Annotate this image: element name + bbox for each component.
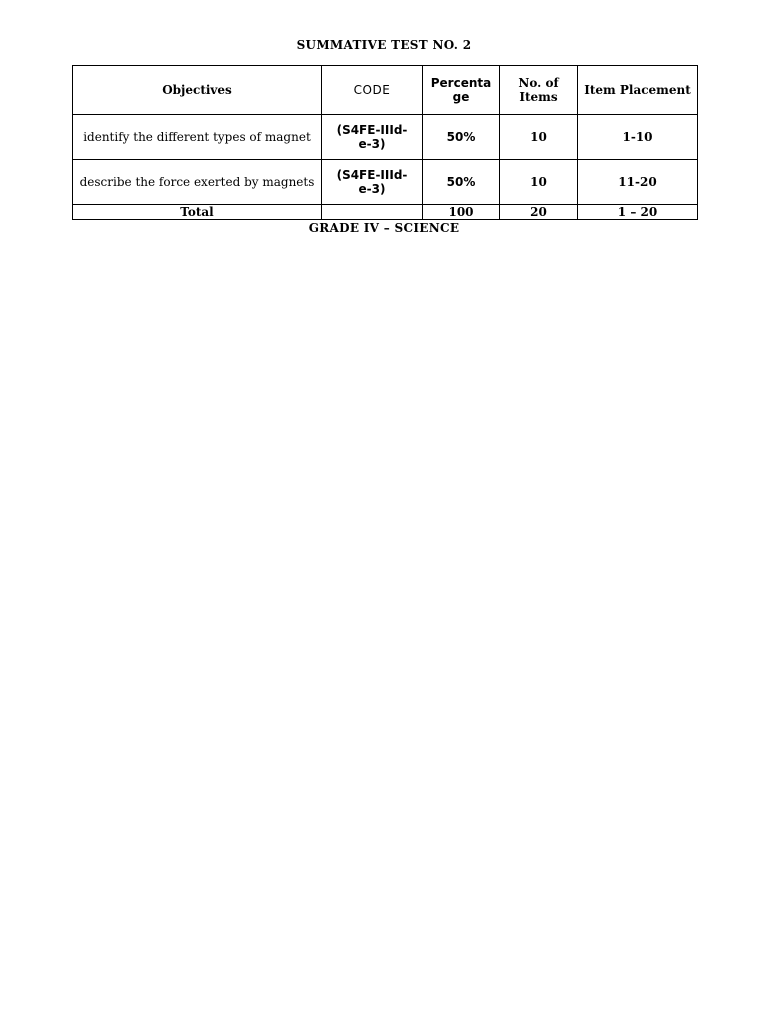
code-line1: (S4FE-IIId- bbox=[336, 168, 408, 182]
header-code: CODE bbox=[322, 66, 423, 115]
header-percentage-line2: ge bbox=[452, 90, 470, 104]
header-items-line1: No. of bbox=[518, 76, 559, 90]
percentage-cell: 50% bbox=[423, 115, 500, 160]
code-line1: (S4FE-IIId- bbox=[336, 123, 408, 137]
items-cell: 10 bbox=[500, 160, 578, 205]
page-title: SUMMATIVE TEST NO. 2 bbox=[296, 38, 472, 52]
placement-cell: 11-20 bbox=[578, 160, 698, 205]
items-cell: 10 bbox=[500, 115, 578, 160]
table-row bbox=[73, 160, 698, 205]
header-items-line2: Items bbox=[519, 90, 558, 104]
total-items-cell: 20 bbox=[500, 205, 578, 220]
code-line2: e-3) bbox=[358, 137, 386, 151]
objective-cell: describe the force exerted by magnets bbox=[73, 160, 322, 205]
table-header-row bbox=[73, 66, 698, 115]
table-total-row bbox=[73, 205, 698, 220]
header-percentage-line1: Percenta bbox=[430, 76, 492, 90]
total-placement-cell: 1 – 20 bbox=[578, 205, 698, 220]
header-items bbox=[500, 66, 578, 115]
code-cell bbox=[322, 160, 423, 205]
code-line2: e-3) bbox=[358, 182, 386, 196]
placement-cell: 1-10 bbox=[578, 115, 698, 160]
total-label-cell: Total bbox=[73, 205, 322, 220]
objective-cell: identify the different types of magnet bbox=[73, 115, 322, 160]
code-cell bbox=[322, 115, 423, 160]
summative-test-table bbox=[72, 65, 698, 220]
total-code-cell bbox=[322, 205, 423, 220]
header-percentage bbox=[423, 66, 500, 115]
header-objectives: Objectives bbox=[73, 66, 322, 115]
page-subtitle: GRADE IV – SCIENCE bbox=[308, 221, 460, 235]
header-placement: Item Placement bbox=[578, 66, 698, 115]
table-row bbox=[73, 115, 698, 160]
total-percentage-cell: 100 bbox=[423, 205, 500, 220]
percentage-cell: 50% bbox=[423, 160, 500, 205]
